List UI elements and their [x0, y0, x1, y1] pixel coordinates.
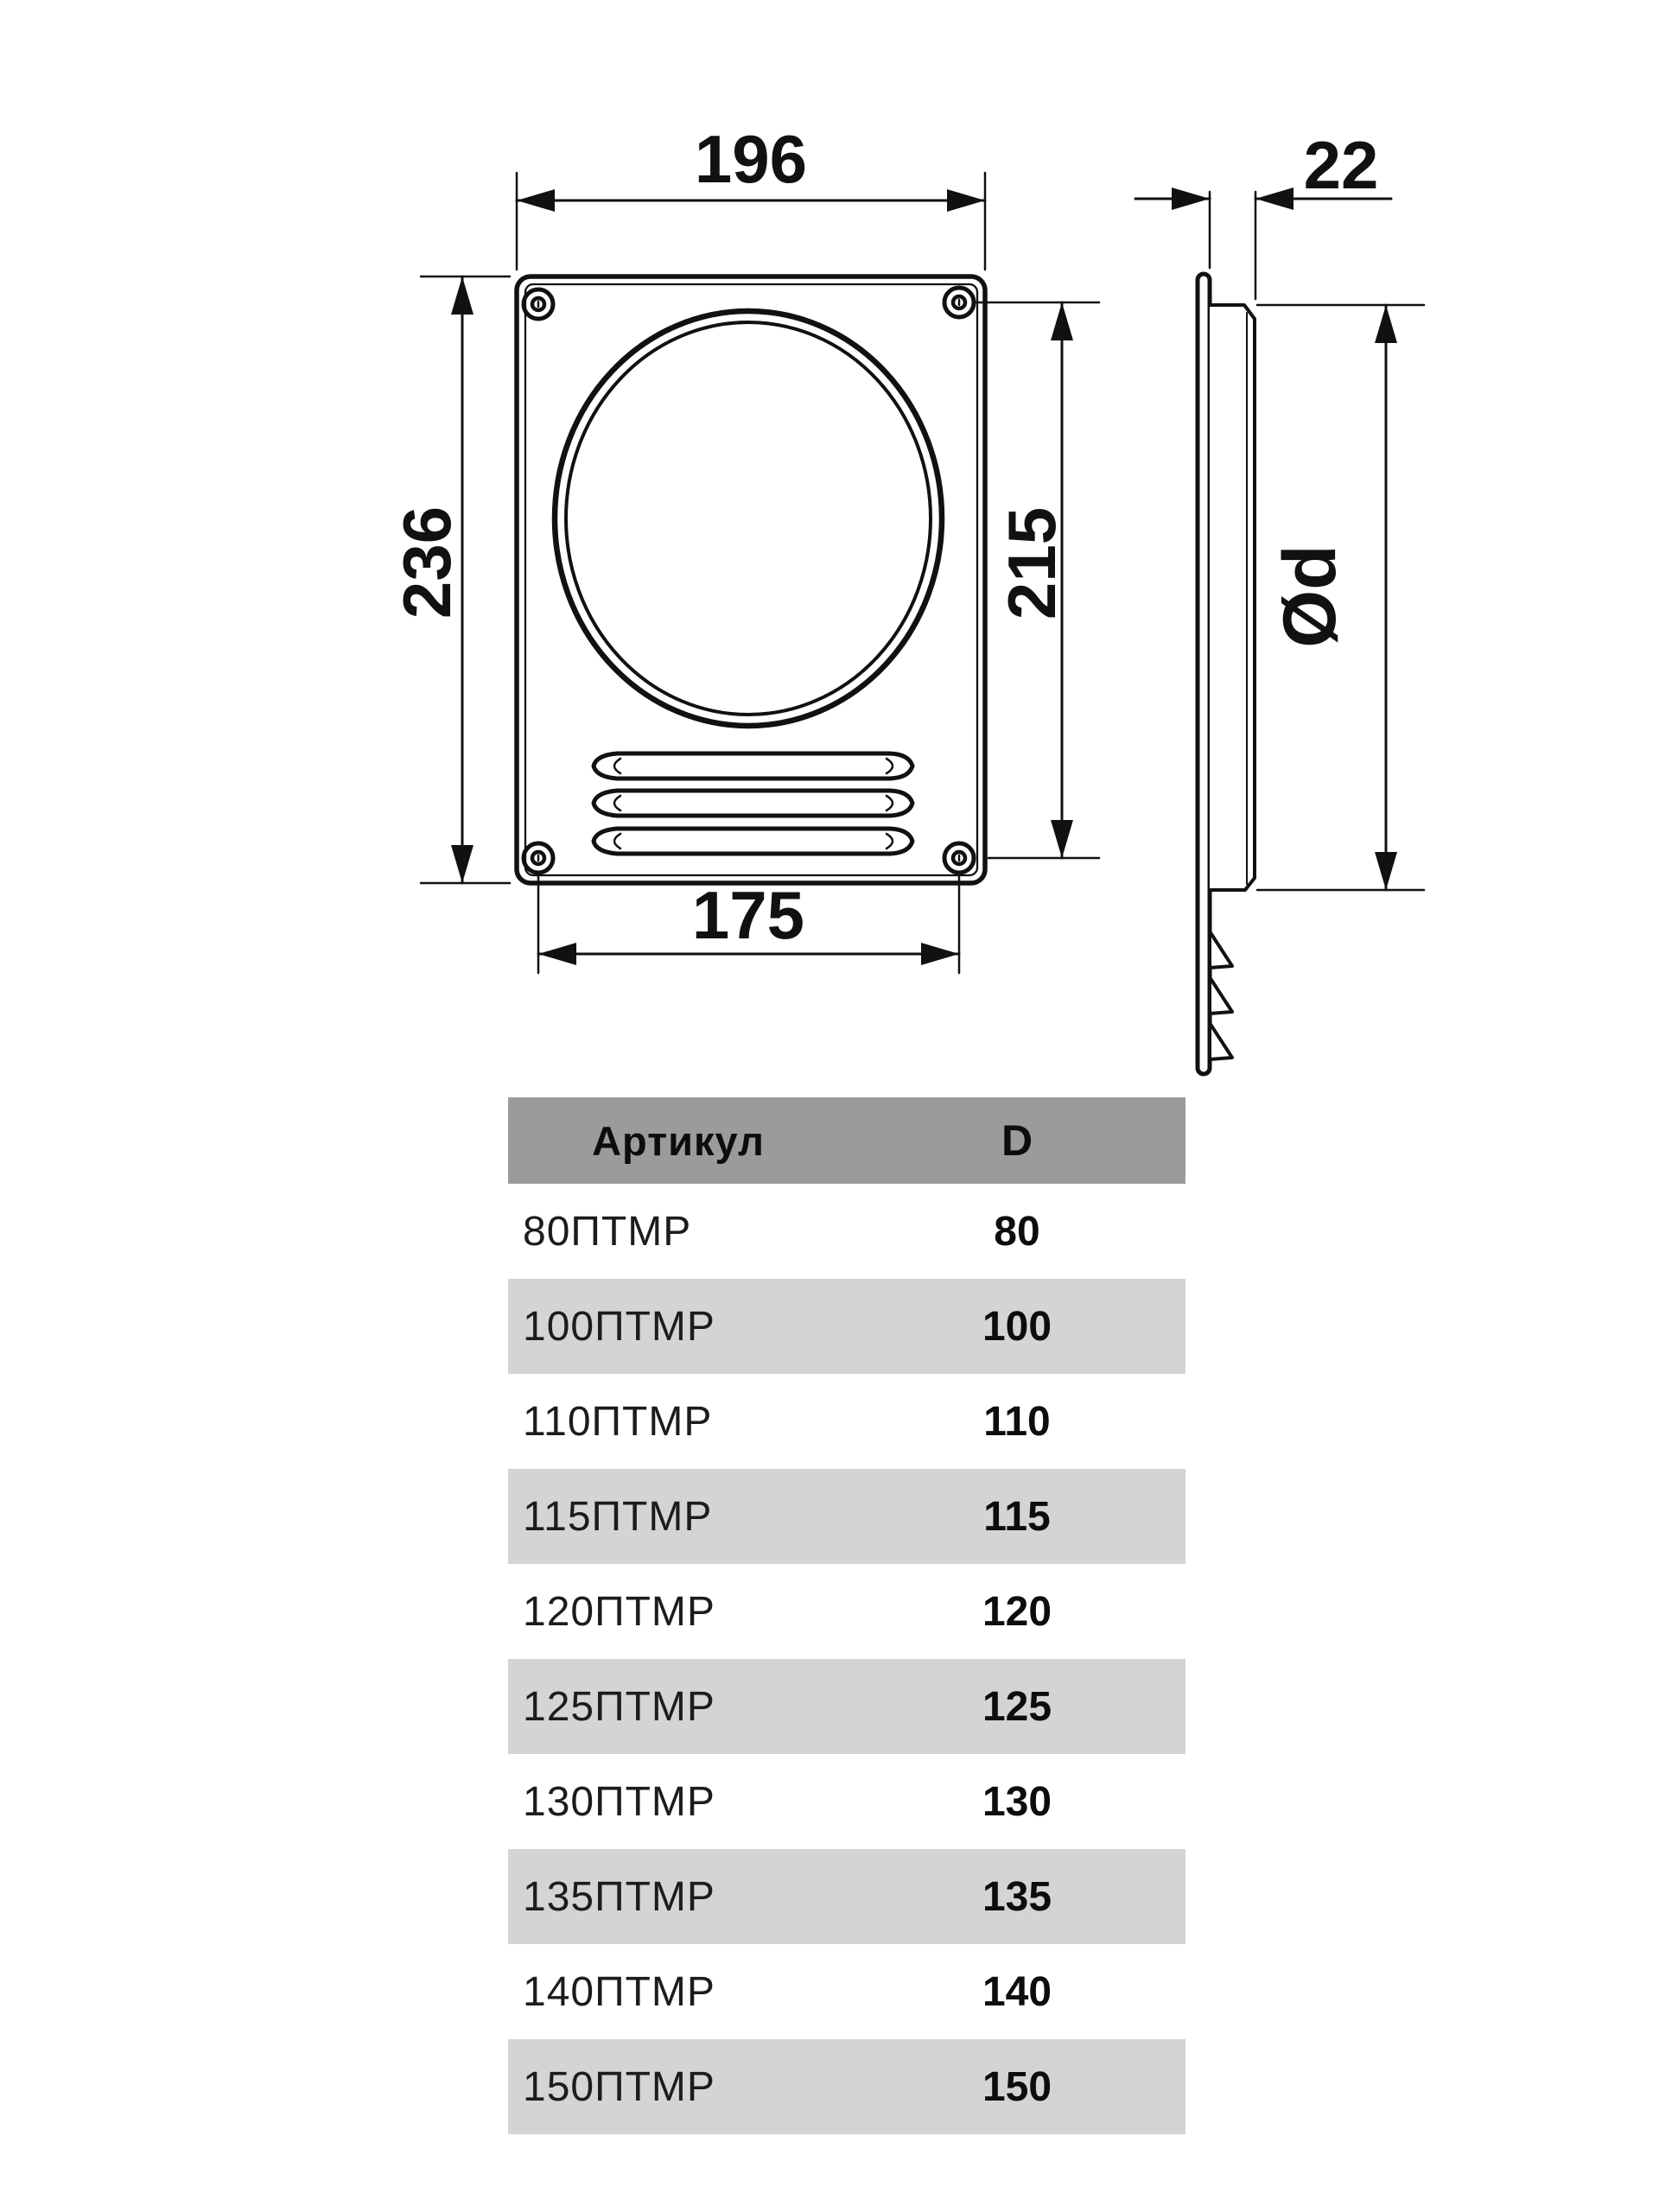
dim-label-215: 215 [994, 506, 1070, 620]
side-louver-teeth [1210, 931, 1232, 1059]
front-view [389, 121, 1099, 973]
article-cell: 120ПТМР [523, 1588, 715, 1635]
article-cell: 125ПТМР [523, 1683, 715, 1730]
d-cell: 130 [982, 1778, 1052, 1825]
table-row [508, 1849, 1185, 1944]
article-cell: 135ПТМР [523, 1873, 715, 1920]
dimension-236 [389, 276, 510, 883]
d-cell: 120 [982, 1588, 1052, 1635]
side-plate-profile [1198, 274, 1210, 1074]
table-row [508, 1564, 1185, 1659]
d-cell: 125 [982, 1683, 1052, 1730]
dimension-196 [517, 121, 985, 270]
table-header-article: Артикул [592, 1117, 765, 1164]
dimension-diameter [1257, 305, 1424, 890]
article-cell: 115ПТМР [523, 1493, 713, 1540]
louver-slat-3 [594, 829, 912, 854]
table-row [508, 1184, 1185, 1279]
spec-table [508, 1097, 1185, 2134]
dim-label-22: 22 [1303, 127, 1379, 203]
table-header-d: D [1001, 1116, 1033, 1165]
dim-label-236: 236 [389, 505, 465, 620]
table-row [508, 2039, 1185, 2134]
article-cell: 100ПТМР [523, 1303, 715, 1350]
dimension-215 [976, 302, 1099, 858]
table-row [508, 1944, 1185, 2039]
table-row [508, 1374, 1185, 1469]
dimension-175 [538, 876, 959, 973]
d-cell: 80 [994, 1208, 1040, 1255]
louver-slat-1 [594, 753, 912, 779]
article-cell: 140ПТМР [523, 1968, 715, 2015]
article-cell: 80ПТМР [523, 1208, 692, 1255]
table-row [508, 1754, 1185, 1849]
d-cell: 115 [983, 1493, 1051, 1540]
d-cell: 150 [982, 2063, 1052, 2110]
d-cell: 140 [982, 1968, 1052, 2015]
table-header-row [508, 1097, 1185, 1184]
dimension-22 [1135, 127, 1391, 299]
side-view [1135, 127, 1424, 1074]
dim-label-196: 196 [694, 121, 808, 197]
table-row [508, 1469, 1185, 1564]
side-collar [1210, 305, 1255, 890]
article-cell: 110ПТМР [523, 1398, 713, 1445]
louver-slat-2 [594, 791, 912, 816]
table-row [508, 1279, 1185, 1374]
d-cell: 135 [982, 1873, 1052, 1920]
dim-label-diameter: Ød [1268, 544, 1351, 648]
d-cell: 110 [983, 1398, 1051, 1445]
article-cell: 130ПТМР [523, 1778, 715, 1825]
table-row [508, 1659, 1185, 1754]
article-cell: 150ПТМР [523, 2063, 715, 2110]
dim-label-175: 175 [691, 877, 805, 953]
d-cell: 100 [982, 1303, 1052, 1350]
technical-drawing [0, 0, 1659, 1089]
